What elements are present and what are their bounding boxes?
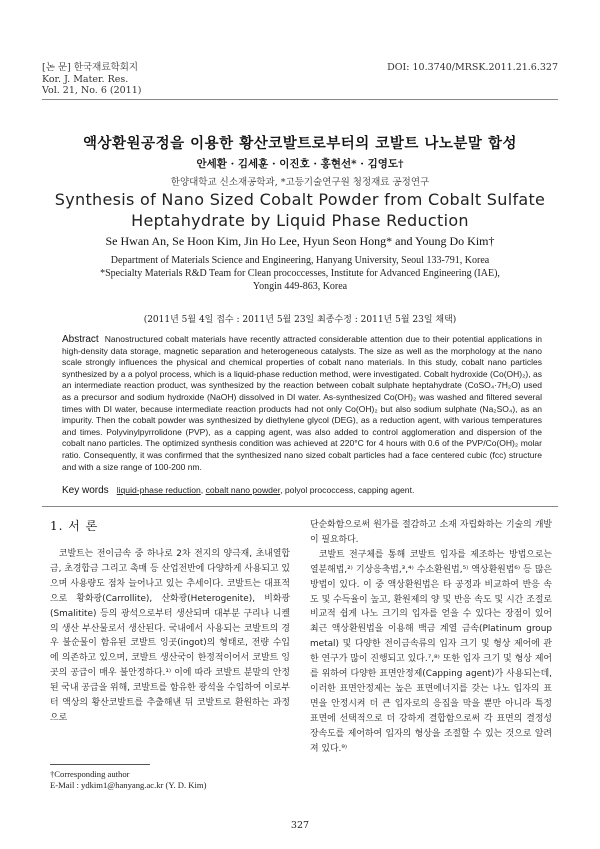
title-en-line-1: Synthesis of Nano Sized Cobalt Powder from Cobalt Sulfate bbox=[54, 190, 546, 209]
keywords: Key words liquid-phase reduction, cobalt nano powder, polyol prococcess, capping agent. bbox=[62, 485, 415, 496]
journal-name-ko: [논 문] 한국재료학회지 bbox=[42, 62, 139, 73]
received-dates: (2011년 5월 4일 접수 : 2011년 5월 23일 최종수정 : 2011년 5월 23일 채택) bbox=[143, 315, 457, 325]
abstract bbox=[62, 334, 542, 473]
footnote bbox=[50, 769, 290, 791]
authors-en: Se Hwan An, Se Hoon Kim, Jin Ho Lee, Hyun Seon Hong* and Young Do Kim† bbox=[105, 234, 495, 248]
title-en-line-2: Heptahydrate by Liquid Phase Reduction bbox=[131, 211, 469, 230]
right-paragraph-2: 코발트 전구체를 통해 코발트 입자를 제조하는 방법으로는 열분해법,²⁾ 기상응축법,³,⁴⁾ 수소환원법,⁵⁾ 액상환원법⁶⁾ 등 많은 방법이 있다. 이 중 액상환원법은 타 공정과 비교하여 반응 속도 및 수득율이 높고, 환원제의 양 및 반응 속도 및 시간 조절로 비교적 쉽게 나노 크기의 입자를 얻을 수 있다는 장점이 있어 최근 액상환원법을 이용해 백금 계열 금속(Platinum group metal) 및 다양한 전이금속류의 입자 크기 및 형상 제어에 관한 연구가 많이 진행되고 있다.⁷,⁸⁾ 또한 입자 크기 및 형상 제어를 위하여 다양한 표면안정제(Capping agent)가 사용되는데, 이러한 표면안정제는 높은 표면에너지를 갖는 나노 입자의 표면을 안정시켜 더 큰 입자로의 응집을 막을 뿐만 아니라 특정 표면에 선택적으로 더 강하게 결합함으로써 각 표면의 결정성장속도를 제어하여 입자의 형상을 조절할 수 있는 것으로 알려져 있다.⁹⁾ bbox=[310, 549, 552, 754]
authors-ko: 안세환 · 김세훈 · 이진호 · 홍현선* · 김영도† bbox=[196, 158, 404, 170]
section-title: 1. 서 론 bbox=[50, 519, 99, 533]
affiliation-en-line-1: Department of Materials Science and Engineering, Hanyang University, Seoul 133-791, Korea bbox=[110, 255, 490, 266]
footnote-rule bbox=[50, 764, 150, 765]
affiliation-en bbox=[42, 254, 558, 293]
abstract-label: Abstract bbox=[62, 334, 99, 345]
intro-left-column: 코발트는 전이금속 중 하나로 2차 전지의 양극재, 초내열합금, 초경합금 그리고 촉매 등 산업전반에 다양하게 사용되고 있으며 사용량도 점차 늘어나고 있는 추세이다. 코발트는 대표적으로 황화광(Carrollite), 산화광(Heterogenite), 비화광(Smalitite) 등의 광석으로부터 생산되며 대부분 구리나 니켈의 생산 부산물로서 생산된다. 국내에서 사용되는 코발트의 경우 불순물이 함유된 코발트 잉곳(ingot)의 형태로, 전량 수입에 의존하고 있으며, 코발트 생산국이 한정적이어서 코발트 잉곳의 공급이 매우 불안정하다.¹⁾ 이에 따라 코발트 분말의 안정된 국내 공급을 위해, 코발트를 함유한 광석을 수입하여 이로부터 액상의 황산코발트를 추출해낸 뒤 코발트로 환원하는 과정으로 bbox=[50, 549, 290, 723]
corresponding-author: †Corresponding author bbox=[50, 769, 130, 779]
affiliation-ko: 한양대학교 신소재공학과, *고등기술연구원 청정재료 공정연구 bbox=[170, 177, 430, 188]
journal-volume: Vol. 21, No. 6 (2011) bbox=[42, 85, 142, 96]
affiliation-en-line-2: *Specialty Materials R&D Team for Clean prococcesses, Institute for Advanced Engineering (IAE), bbox=[100, 268, 500, 279]
keyword-link[interactable]: cobalt nano powder bbox=[205, 485, 281, 495]
journal-name-en: Kor. J. Mater. Res. bbox=[42, 73, 129, 85]
intro-right-column bbox=[310, 518, 552, 757]
keyword-link[interactable]: liquid-phase reduction bbox=[116, 485, 201, 495]
header-rule bbox=[42, 99, 558, 100]
journal-info bbox=[42, 62, 141, 97]
keywords-rest: , polyol prococcess, capping agent. bbox=[280, 485, 415, 495]
page-number: 327 bbox=[290, 820, 310, 831]
email: E-Mail : ydkim1@hanyang.ac.kr (Y. D. Kim) bbox=[50, 780, 207, 790]
keywords-label: Key words bbox=[62, 485, 109, 496]
affiliation-en-line-3: Yongin 449-863, Korea bbox=[252, 281, 348, 292]
title-en bbox=[42, 189, 558, 231]
title-ko: 액상환원공정을 이용한 황산코발트로부터의 코발트 나노분말 합성 bbox=[83, 135, 517, 152]
abstract-rule bbox=[42, 506, 558, 507]
abstract-text: Nanostructured cobalt materials have recently attracted considerable attention due to their potential applications in high-density data storage, magnetic separation and heterogeneous catalysts. The size as well as the morphology at the nano scale strongly influences the physical and chemical properties of cobalt nano materials. In this study, cobalt nano particles synthesized by a a polyol process, which is a liquid-phase reduction method, were investigated. Cobalt hydroxide (Co(OH)₂), as an intermediate reaction product, was synthesized by the reaction between cobalt sulphate heptahydrate (CoSO₄·7H₂O) used as a precursor and sodium hydroxide (NaOH) dissolved in DI water. As-synthesized Co(OH)₂ was washed and filtered several times with DI water, because intermediate reaction products had not only Co(OH)₂ but also sodium sulphate (Na₂SO₄), as an impurity. Then the cobalt powder was synthesized by diethylene glycol (DEG), as a reduction agent, with various temperatures and times. Polyvinylpyrrolidone (PVP), as a capping agent, was also added to control agglomeration and dispersion of the cobalt nano particles. The optimized synthesis condition was achieved at 220°C for 4 hours with 0.6 of the PVP/Co(OH)₂ molar ratio. Consequently, it was confirmed that the synthesized nano sized cobalt particles had a face centered cubic (fcc) structure and with a size range of 100-200 nm. bbox=[62, 334, 542, 472]
doi: DOI: 10.3740/MRSK.2011.21.6.327 bbox=[387, 62, 558, 73]
right-paragraph-1: 단순화함으로써 원가를 절감하고 소재 자립화하는 기술의 개발이 필요하다. bbox=[310, 520, 552, 545]
